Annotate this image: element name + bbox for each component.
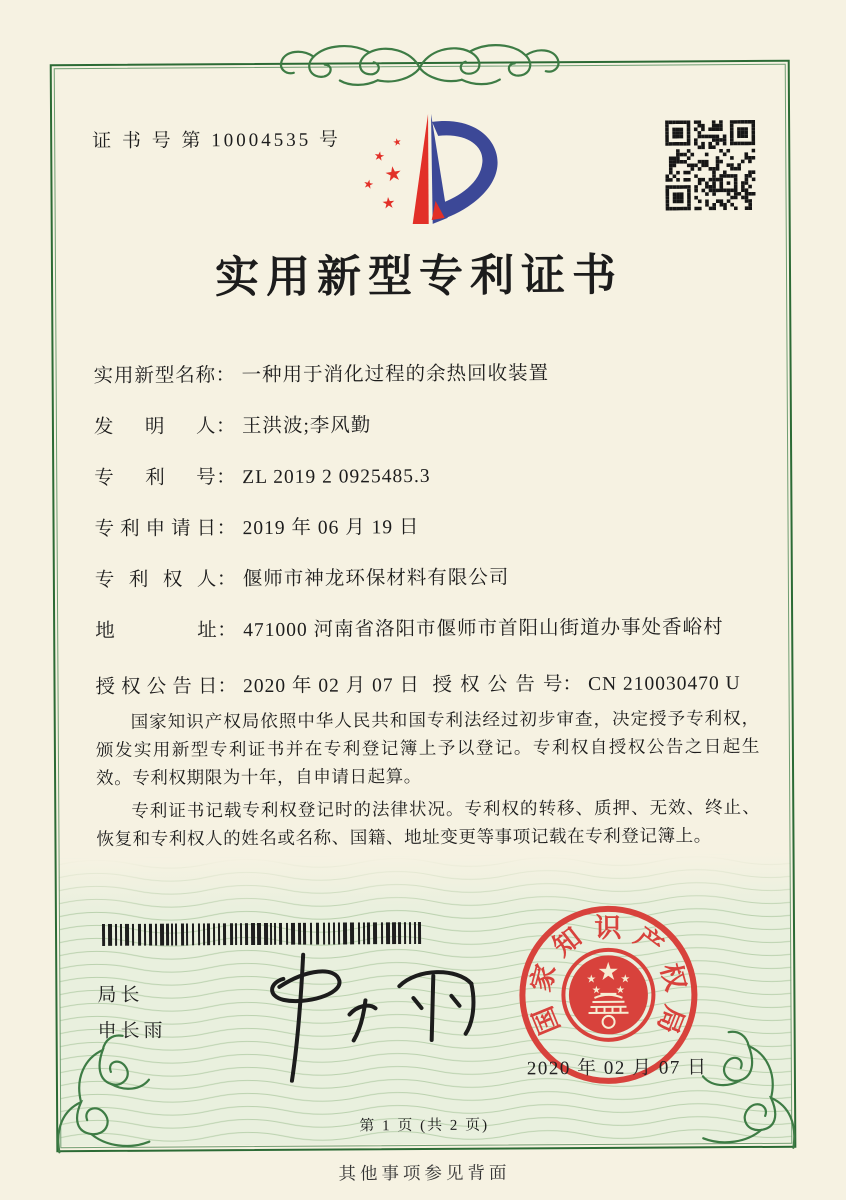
field-colon: ： — [216, 569, 237, 591]
field-label: 实用新型名称 — [93, 365, 216, 388]
cnipa-logo-icon — [335, 105, 512, 234]
field-value: 一种用于消化过程的余热回收装置 — [241, 363, 550, 387]
field-value: 2019 年 06 月 19 日 — [242, 517, 420, 540]
field-list — [94, 356, 758, 666]
signature-handwriting — [227, 942, 478, 1084]
qr-code — [665, 120, 756, 211]
director-name: 申长雨 — [97, 1020, 167, 1042]
field-label: 发 明 人 — [93, 416, 217, 439]
top-center-flourish-icon — [270, 33, 570, 91]
field-row — [94, 356, 756, 411]
page-number: 第 1 页 (共 2 页) — [359, 1117, 490, 1135]
field-label: 专 利 权 人 — [94, 569, 217, 592]
seal-character: 权 — [654, 960, 692, 995]
field-label: 专利申请日 — [94, 518, 217, 541]
back-note: 其他事项参见背面 — [338, 1162, 511, 1184]
legal-paragraph-2: 专利证书记载专利权登记时的法律状况。专利权的转移、质押、无效、终止、恢复和专利权人的姓名或名称、国籍、地址变更等事项记载在专利登记簿上。 — [96, 796, 761, 849]
legal-paragraph-1: 国家知识产权局依照中华人民共和国专利法经过初步审查，决定授予专利权，颁发实用新型专利证书并在专利登记簿上予以登记。专利权自授权公告之日起生效。专利权期限为十年，自申请日起算。 — [95, 707, 760, 789]
field-value: 王洪波;李风勤 — [241, 415, 372, 438]
field-row — [94, 458, 756, 513]
seal-date: 2020 年 02 月 07 日 — [526, 1057, 708, 1080]
seal-character: 家 — [525, 961, 562, 995]
grant-no-pair — [432, 667, 740, 697]
certificate-number: 证 书 号 第 10004535 号 — [92, 129, 342, 153]
seal-character: 国 — [527, 1002, 566, 1039]
field-colon: ： — [215, 416, 237, 438]
grant-no-colon: ： — [562, 674, 583, 696]
field-row — [95, 560, 757, 615]
field-colon: ： — [216, 518, 237, 540]
legal-text — [96, 704, 761, 858]
field-row — [94, 509, 756, 564]
seal-character: 局 — [651, 1001, 690, 1038]
field-value: ZL 2019 2 0925485.3 — [242, 465, 431, 489]
national-emblem-icon — [563, 950, 654, 1041]
grant-no-value: CN 210030470 U — [587, 673, 741, 695]
grant-date-colon: ： — [217, 676, 238, 698]
grant-row — [95, 667, 757, 701]
field-label: 地 址 — [95, 620, 218, 643]
grant-date-label: 授权公告日 — [95, 676, 218, 699]
director-title: 局长 — [97, 984, 144, 1006]
field-value: 471000 河南省洛阳市偃师市首阳山街道办事处香峪村 — [243, 617, 724, 642]
director-block — [97, 978, 166, 1050]
seal-character: 产 — [629, 921, 669, 962]
field-label: 专 利 号 — [94, 467, 217, 490]
grant-date-pair — [95, 675, 420, 698]
field-colon: ： — [217, 620, 238, 642]
bottom-right-flourish-icon — [697, 1026, 808, 1153]
seal-character: 知 — [547, 921, 588, 963]
field-value: 偃师市神龙环保材料有限公司 — [242, 567, 510, 591]
certificate-title: 实用新型专利证书 — [214, 250, 624, 303]
field-colon: ： — [215, 365, 236, 387]
seal-character: 识 — [594, 912, 622, 943]
grant-no-label: 授权公告号 — [432, 674, 563, 696]
grant-date-value: 2020 年 02 月 07 日 — [242, 675, 420, 698]
field-colon: ： — [216, 467, 237, 489]
field-row — [95, 611, 757, 666]
field-row — [94, 407, 756, 462]
